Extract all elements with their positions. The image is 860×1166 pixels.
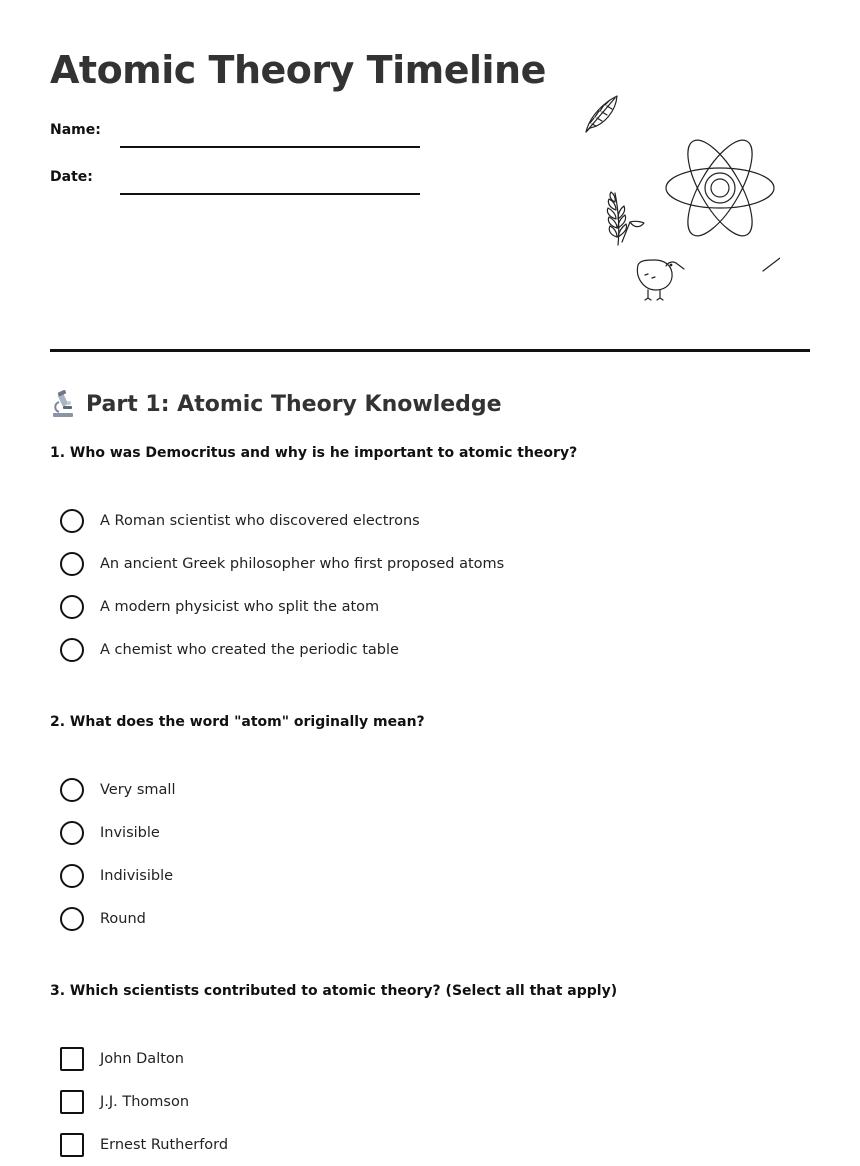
date-label: Date: [50,169,93,185]
checkbox-option[interactable] [60,1080,228,1123]
date-input-line[interactable] [120,193,420,195]
name-input-line[interactable] [120,146,420,148]
section-1-title: Part 1: Atomic Theory Knowledge [86,391,502,417]
option-label: A Roman scientist who discovered electrons [100,512,420,529]
feather-icon [586,96,617,132]
option-label: A modern physicist who split the atom [100,598,380,615]
radio-option[interactable] [60,811,176,854]
kiwi-bird-icon [637,260,684,300]
checkbox-option[interactable] [60,1037,228,1080]
question-1-options [60,499,504,671]
checkbox[interactable] [60,1090,84,1114]
checkbox[interactable] [60,1047,84,1071]
radio-option[interactable] [60,897,176,940]
radio-option[interactable] [60,542,504,585]
radio-option[interactable] [60,499,504,542]
question-3 [50,983,810,1153]
radio-button[interactable] [60,595,84,619]
option-label: J.J. Thomson [100,1093,190,1110]
question-text: 3. Which scientists contributed to atomic theory? (Select all that apply) [50,983,618,999]
radio-option[interactable] [60,854,176,897]
option-label: A chemist who created the periodic table [100,641,399,658]
radio-option[interactable] [60,768,176,811]
fern-leaf-icon [607,192,644,245]
radio-button[interactable] [60,864,84,888]
page-title: Atomic Theory Timeline [50,48,546,92]
checkbox-option[interactable] [60,1123,228,1166]
atom-icon [666,131,774,245]
radio-button[interactable] [60,638,84,662]
option-label: John Dalton [100,1050,184,1067]
radio-option[interactable] [60,628,504,671]
decorative-illustrations [560,90,780,310]
checkbox[interactable] [60,1133,84,1157]
option-label: Very small [100,781,176,798]
microscope-icon [50,390,76,418]
option-label: Round [100,910,146,927]
radio-button[interactable] [60,778,84,802]
section-divider [50,349,810,352]
option-label: Indivisible [100,867,174,884]
question-2 [50,714,810,927]
name-field[interactable] [50,122,430,152]
radio-button[interactable] [60,907,84,931]
radio-button[interactable] [60,821,84,845]
option-label: Ernest Rutherford [100,1136,229,1153]
option-label: An ancient Greek philosopher who first proposed atoms [100,555,505,572]
date-field[interactable] [50,169,430,199]
question-1 [50,445,810,658]
radio-button[interactable] [60,552,84,576]
question-3-options [60,1037,228,1166]
option-label: Invisible [100,824,160,841]
radio-option[interactable] [60,585,504,628]
question-2-options [60,768,176,940]
section-1-heading [50,388,502,420]
mountain-icon [763,250,780,271]
name-label: Name: [50,122,101,138]
radio-button[interactable] [60,509,84,533]
question-text: 2. What does the word "atom" originally mean? [50,714,425,730]
question-text: 1. Who was Democritus and why is he important to atomic theory? [50,445,578,461]
